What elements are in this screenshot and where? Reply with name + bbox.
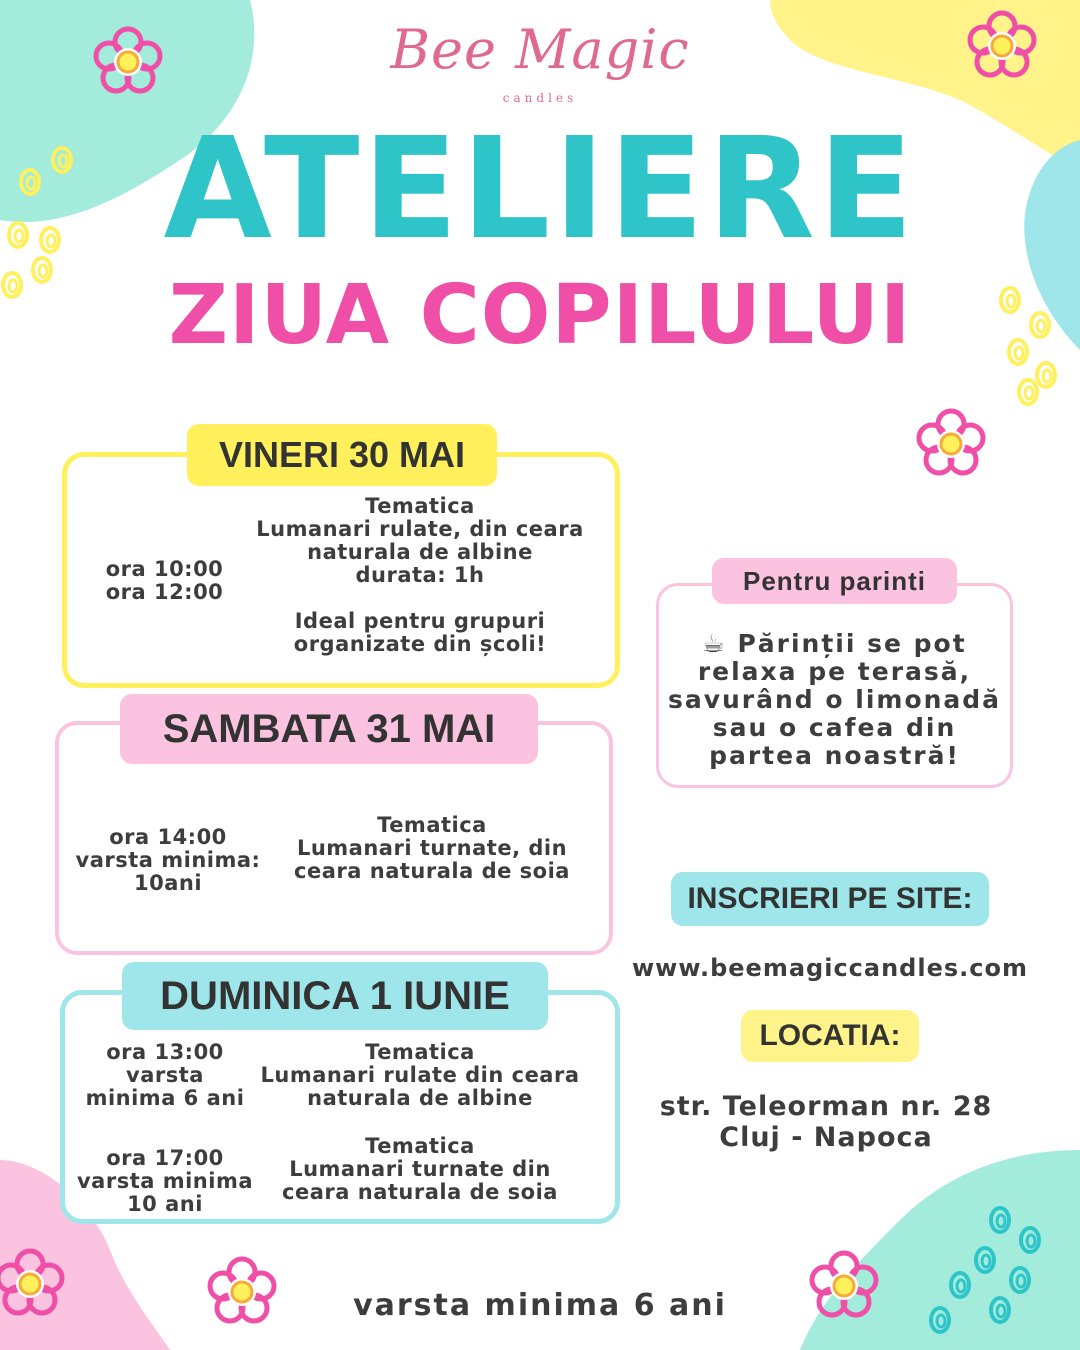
brand-tagline: candles <box>502 91 578 105</box>
saturday-theme: Tematica Lumanari turnate, din ceara naturala de soia <box>294 813 570 883</box>
sunday-slot2-details: ora 17:00 varsta minima 10 ani <box>76 1146 254 1216</box>
friday-theme: Tematica Lumanari rulate, din ceara naturala de albine durata: 1h <box>256 494 584 587</box>
page-subtitle: ZIUA COPILULUI <box>168 268 912 363</box>
location-label: LOCATIA: <box>741 1010 919 1062</box>
saturday-details: ora 14:00 varsta minima: 10ani <box>75 825 261 895</box>
parents-label: Pentru parinti <box>712 558 957 604</box>
sunday-slot1-theme: Tematica Lumanari rulate din ceara naturala de albine <box>260 1040 580 1110</box>
sunday-slot1-details: ora 13:00 varsta minima 6 ani <box>85 1040 245 1110</box>
coffee-icon: ☕ <box>702 629 727 658</box>
sunday-slot2-theme: Tematica Lumanari turnate din ceara naturala de soia <box>282 1134 558 1204</box>
day-label-saturday: SAMBATA 31 MAI <box>120 694 538 764</box>
footer-min-age: varsta minima 6 ani <box>353 1288 727 1323</box>
parents-text: ☕ Părinții se pot relaxa pe terasă, savurând o limonadă sau o cafea din partea noastră! <box>667 629 1002 770</box>
friday-times: ora 10:00 ora 12:00 <box>105 557 224 604</box>
signup-label: INSCRIERI PE SITE: <box>671 872 989 926</box>
blob-bottom-right <box>800 1150 1080 1350</box>
signup-url[interactable]: www.beemagiccandles.com <box>632 954 1028 982</box>
page-title: ATELIERE <box>163 108 917 271</box>
location-address: str. Teleorman nr. 28 Cluj - Napoca <box>659 1091 993 1153</box>
day-label-friday: VINERI 30 MAI <box>187 424 497 486</box>
brand-logo: Bee Magic <box>390 18 690 81</box>
day-label-sunday: DUMINICA 1 IUNIE <box>122 962 548 1030</box>
friday-note: Ideal pentru grupuri organizate din școli! <box>293 609 547 656</box>
